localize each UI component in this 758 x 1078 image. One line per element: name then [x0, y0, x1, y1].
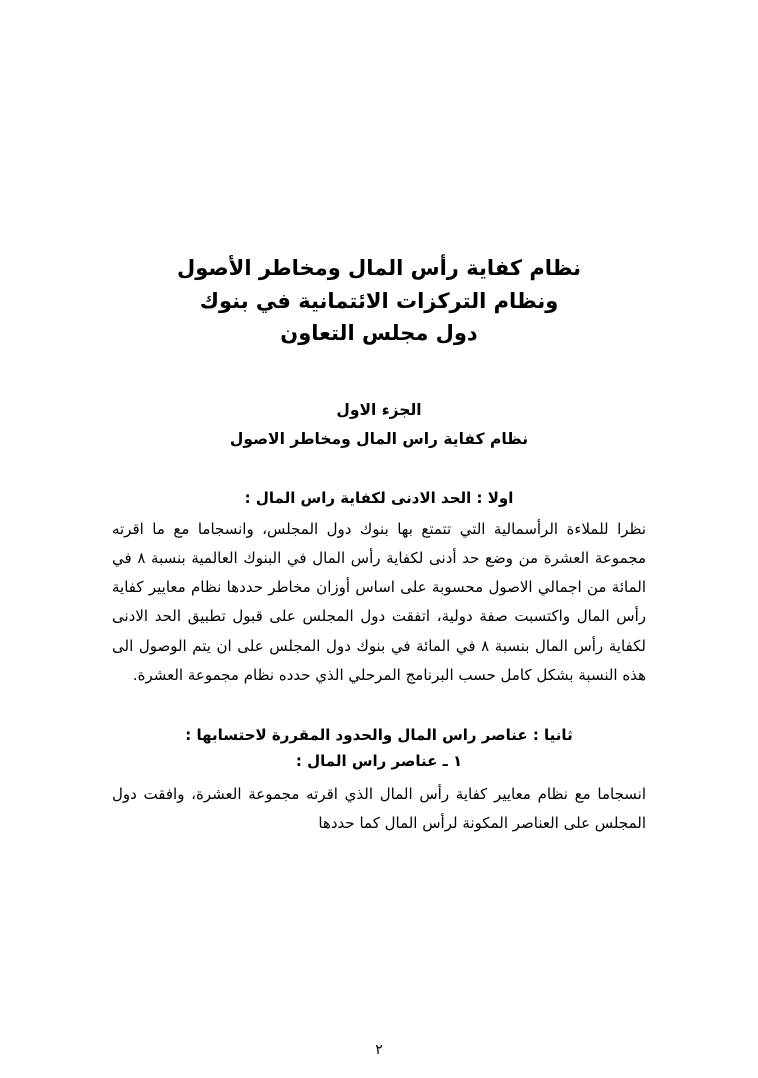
section-second-paragraph: انسجاما مع نظام معايير كفاية رأس المال الذي اقرته مجموعة العشرة، وافقت دول المجلس على العناصر المكونة لرأس المال كما حددها [112, 785, 646, 833]
section-second-heading: ثانيا : عناصر راس المال والحدود المقررة لاحتسابها : [185, 726, 573, 745]
section-first [112, 489, 646, 691]
document-title-line-1: نظام كفاية رأس المال ومخاطر الأصول [177, 256, 581, 280]
section-first-paragraph: نظرا للملاءة الرأسمالية التي تتمتع بها بنوك دول المجلس، وانسجاما مع ما اقرته مجموعة العشرة من وضع حد أدنى لكفاية رأس المال في البنوك العالمية بنسبة ٨ في المائة من اجمالي الاصول محسوبة على اساس أوزان مخاطر حددها نظام معايير كفاية رأس المال واكتسبت صفة دولية، اتفقت دول المجلس على قبول تطبيق الحد الادنى لكفاية رأس المال بنسبة ٨ في المائة في بنوك دول المجلس على ان يتم الوصول الى هذه النسبة بشكل كامل حسب البرنامج المرحلي الذي حدده نظام مجموعة العشرة. [112, 519, 646, 684]
section-first-heading: اولا : الحد الادنى لكفاية راس المال : [244, 488, 514, 507]
page-number: ٢ [375, 1042, 383, 1058]
document-title [112, 252, 646, 350]
section-second-subheading: ١ ـ عناصر راس المال : [295, 752, 463, 771]
document-title-line-3: دول مجلس التعاون [280, 321, 478, 346]
part-heading [112, 396, 646, 455]
part-heading-line-1: الجزء الاول [336, 400, 422, 419]
section-second [112, 726, 646, 839]
document-title-line-2: ونظام التركزات الائتمانية في بنوك [199, 288, 559, 313]
part-heading-line-2: نظام كفاية راس المال ومخاطر الاصول [229, 430, 529, 449]
